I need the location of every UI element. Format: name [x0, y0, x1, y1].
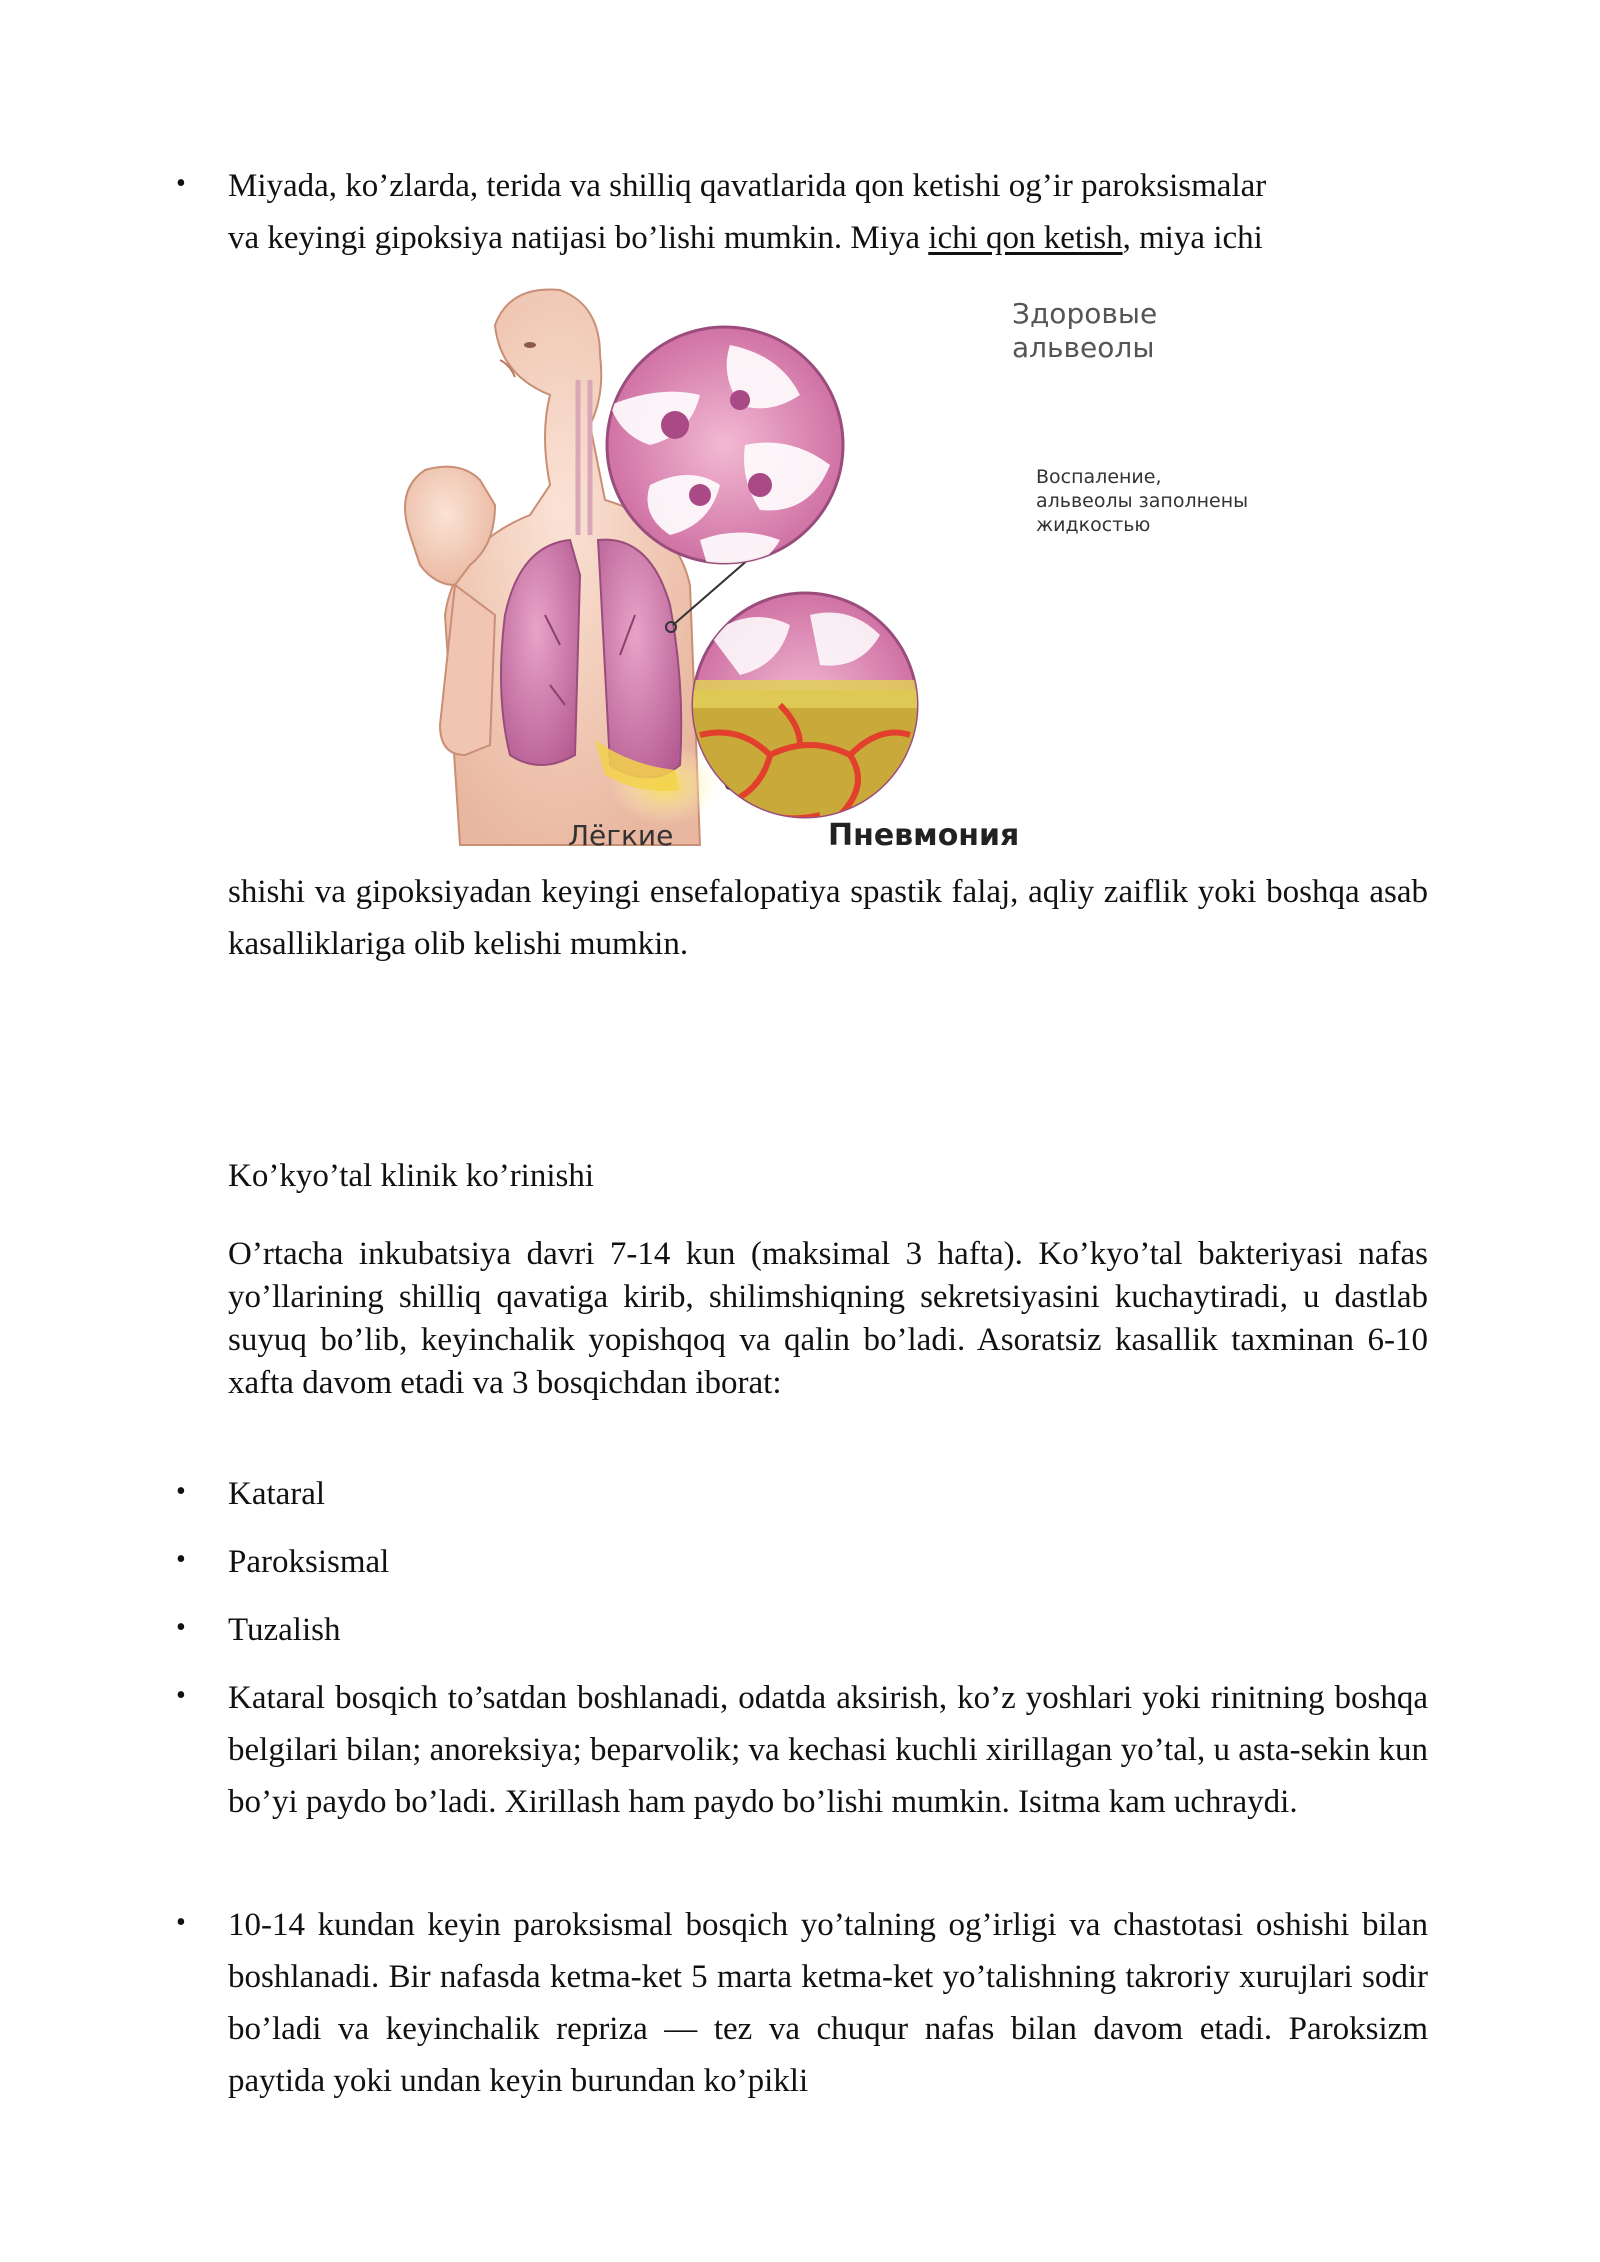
bullet-marker: •: [176, 1544, 186, 1575]
label-healthy-alveoli-line1: Здоровые: [1012, 297, 1158, 330]
text-run: , miya ichi: [1122, 220, 1263, 256]
section-heading: Ko’kyo’tal klinik ko’rinishi: [228, 1158, 595, 1194]
paragraph-intracranial-bleeding: [228, 160, 1428, 264]
label-healthy-alveoli-line2: альвеолы: [1012, 331, 1155, 364]
paragraph-catarrhal-stage: Kataral bosqich to’satdan boshlanadi, odatda aksirish, ko’z yoshlari yoki rinitning boshqa belgilari bilan; anoreksiya; beparvolik; va kechasi kuchli xirillagan yo’tal, u asta-sekin kun bo’yi paydo bo’ladi. Xirillash ham paydo bo’lishi mumkin. Isitma kam uchraydi.: [228, 1680, 1428, 1820]
bullet-marker: •: [176, 168, 186, 199]
bullet-marker: •: [176, 1907, 186, 1938]
inflamed-alveoli-circle: [690, 593, 930, 840]
label-inflamed-line2: альвеолы заполнены: [1036, 490, 1249, 512]
pneumonia-illustration: [400, 285, 1260, 865]
inline-link-intracranial-bleeding[interactable]: ichi qon ketish: [928, 220, 1123, 256]
paragraph-paroxysmal-stage: 10-14 kundan keyin paroksismal bosqich yo’talning og’irligi va chastotasi oshishi bilan boshlanadi. Bir nafasda ketma-ket 5 marta ketma-ket yo’talishning takroriy xurujlari sodir bo’ladi va keyinchalik repriza — tez va chuqur nafas bilan davom etadi. Paroksizm paytida yoki undan keyin burundan ko’pikli: [228, 1907, 1428, 2099]
list-item-stage: Tuzalish: [228, 1612, 341, 1648]
paragraph-line: Miyada, ko’zlarda, terida va shilliq qavatlarida qon ketishi og’ir paroksismalar: [228, 168, 1267, 204]
label-inflamed-line3: жидкостью: [1036, 514, 1151, 536]
paragraph-incubation: O’rtacha inkubatsiya davri 7-14 kun (maksimal 3 hafta). Ko’kyo’tal bakteriyasi nafas yo’llarining shilliq qavatiga kirib, shilimshiqning sekretsiyasini kuchaytiradi, u dastlab suyuq bo’lib, keyinchalik yopishqoq va qalin bo’ladi. Asoratsiz kasallik taxminan 6-10 xafta davom etadi va 3 bosqichdan iborat:: [228, 1236, 1428, 1401]
paragraph-continuation: shishi va gipoksiyadan keyingi ensefalopatiya spastik falaj, aqliy zaiflik yoki boshqa asab kasalliklariga olib kelishi mumkin.: [228, 874, 1428, 962]
bullet-marker: •: [176, 1476, 186, 1507]
bullet-marker: •: [176, 1612, 186, 1643]
list-item-stage: Kataral: [228, 1476, 326, 1512]
bullet-marker: •: [176, 1680, 186, 1711]
text-run: va keyingi gipoksiya natijasi bo’lishi mumkin. Miya: [228, 220, 929, 256]
label-pneumonia: Пневмония: [828, 818, 1020, 853]
paragraph-line: [228, 212, 1428, 264]
list-item-stage: Paroksismal: [228, 1544, 390, 1580]
label-inflamed-line1: Воспаление,: [1036, 466, 1162, 488]
label-lungs: Лёгкие: [568, 819, 674, 852]
